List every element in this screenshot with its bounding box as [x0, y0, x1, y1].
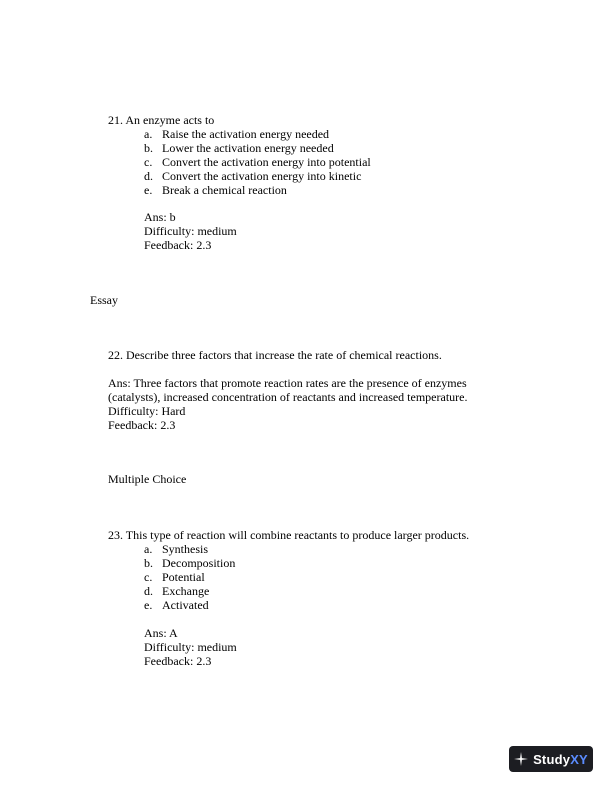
studyxy-watermark	[509, 746, 593, 772]
option-text: Raise the activation energy needed	[162, 127, 330, 141]
option-letter: d.	[144, 584, 153, 598]
question-22-text: 22. Describe three factors that increase the rate of chemical reactions.	[108, 348, 442, 362]
plus-sparkle-icon	[514, 752, 528, 766]
section-heading-multiple-choice: Multiple Choice	[108, 472, 187, 486]
option-text: Convert the activation energy into kinetic	[162, 169, 362, 183]
question-22-answer-line-2: (catalysts), increased concentration of reactants and increased temperature.	[108, 390, 468, 404]
question-21-feedback: Feedback: 2.3	[144, 238, 212, 252]
question-21-answer: Ans: b	[144, 210, 176, 224]
question-23-feedback: Feedback: 2.3	[144, 654, 212, 668]
option-letter: b.	[144, 556, 153, 570]
question-22-answer-line-1: Ans: Three factors that promote reaction rates are the presence of enzymes	[108, 376, 467, 390]
question-23-option-d	[144, 584, 209, 598]
question-23-difficulty: Difficulty: medium	[144, 640, 237, 654]
option-text: Convert the activation energy into potential	[162, 155, 371, 169]
option-letter: e.	[144, 598, 153, 612]
option-text: Break a chemical reaction	[162, 183, 287, 197]
question-23-option-b	[144, 556, 235, 570]
option-text: Exchange	[162, 584, 210, 598]
question-23-option-a	[144, 542, 208, 556]
question-21-option-a	[144, 127, 329, 141]
question-21-option-b	[144, 141, 334, 155]
option-letter: d.	[144, 169, 153, 183]
option-letter: e.	[144, 183, 153, 197]
question-23-text: 23. This type of reaction will combine reactants to produce larger products.	[108, 528, 470, 542]
question-21-text: 21. An enzyme acts to	[108, 113, 215, 127]
option-text: Lower the activation energy needed	[162, 141, 334, 155]
question-22-feedback: Feedback: 2.3	[108, 418, 176, 432]
option-letter: a.	[144, 542, 153, 556]
option-text: Decomposition	[162, 556, 236, 570]
question-23-answer: Ans: A	[144, 626, 178, 640]
option-letter: c.	[144, 570, 153, 584]
option-text: Synthesis	[162, 542, 209, 556]
option-text: Activated	[162, 598, 209, 612]
question-23-option-e	[144, 598, 209, 612]
question-21-difficulty: Difficulty: medium	[144, 224, 237, 238]
question-21-option-d	[144, 169, 361, 183]
question-22-difficulty: Difficulty: Hard	[108, 404, 186, 418]
question-21-option-c	[144, 155, 371, 169]
question-23-option-c	[144, 570, 205, 584]
section-heading-essay: Essay	[90, 293, 118, 307]
option-letter: a.	[144, 127, 153, 141]
question-21-option-e	[144, 183, 287, 197]
option-text: Potential	[162, 570, 205, 584]
option-letter: b.	[144, 141, 153, 155]
studyxy-logo-text: StudyXY	[533, 751, 588, 767]
option-letter: c.	[144, 155, 153, 169]
